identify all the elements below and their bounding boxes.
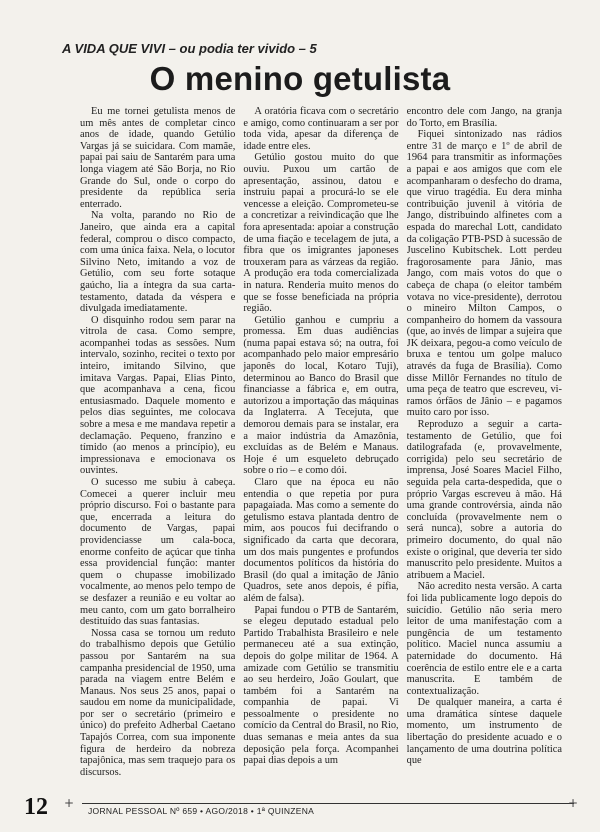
paragraph: Getúlio gostou muito do que ouviu. Puxou um cartão de apresentação, assinou, datou e instruiu papai a procurá-lo se ele vencesse a eleição. Comprometeu-se a concretizar a reivindicação que lhe fora apresentada: apoiar a construção de uma fiação e tecelagem de juta, a fibra que os imigrantes japoneses trouxeram para as várzeas da região. A produção era toda comercializada in natura. Renderia muito menos do que se fosse beneficiada na própria região. <box>243 152 399 315</box>
paragraph: Na volta, parando no Rio de Janeiro, que ainda era a capital federal, comprou o disco compacto, com uma única faixa. Nela, o locutor Silvino Neto, imitando a voz de Getúlio, com seu forte sotaque gaúcho, lia a íntegra da sua carta-testamento, datada da véspera e divulgada imediatamente. <box>80 210 236 315</box>
paragraph: Papai fundou o PTB de Santarém, se elegeu deputado estadual pelo Partido Trabalhista Brasileiro e nele permaneceu até a sua extinção, depois do golpe militar de 1964. A amizade com Getúlio se transmitiu ao seu herdeiro, João Goulart, que também foi a Santarém na companhia de papai. Vi pessoalmente o presidente no comício da Central do Brasil, no Rio, duas semanas e meia antes da sua deposição pela força. Acompanhei papai dias depois a um <box>243 604 399 767</box>
page-number: 12 <box>24 794 48 820</box>
article-title: O menino getulista <box>149 60 451 97</box>
crop-mark-icon: + <box>64 796 75 810</box>
paragraph: Eu me tornei getulista menos de um mês antes de completar cinco anos de idade, quando Getúlio Vargas já se suicidara. Com mamãe, papai pai saiu de Santarém para uma longa viagem até São Borja, no Rio Grande do Sul, onde o corpo do presidente da república seria enterrado. <box>80 106 236 210</box>
footer-rule <box>82 803 574 804</box>
paragraph: Não acredito nesta versão. A carta foi lida publicamente logo depois do suicídio. Getúlio não seria mero leitor de uma manifestação com a pungência de um testamento político. Maciel nunca assumiu a paternidade do documento. Há coerência de estilo entre ele e a carta manuscrita. E também de contextualização. <box>406 581 562 697</box>
paragraph: Fiquei sintonizado nas rádios entre 31 de março e 1º de abril de 1964 para transmitir as informações a papai e aos amigos que com ele acompanharam o desfecho do drama, que viruo tragédia. Eu dera minha contribuição juvenil à vitória de Jango, distribuindo alfinetes com a espada do marechal Lott, candidato da coligação PTB-PSD à sucessão de Juscelino Kubitschek. Lott perdeu fragorosamente para Jânio, mas Jango, com mais votos do que o cabeça de chapa (o eleitor também votava no vice-presidente), derrotou o mineiro Milton Campos, o companheiro do homem da vassoura (que, ao invés de limpar a sujeira que JK deixara, pegou-a como veículo de bruxa e tentou um golpe maluco através da fuga de Brasília). Como disse Millôr Fernandes no título de uma peça de teatro que escreveu, vi-ramos órfãos de Jânio – e pagamos muito caro por isso. <box>406 129 562 419</box>
page-footer <box>24 794 578 820</box>
paragraph: Getúlio ganhou e cumpriu a promessa. Em duas audiências (numa papai estava só; na outra, foi acompanhado pelo maior empresário japonês do local, Kotaro Tuji), determinou ao Banco do Brasil que financiasse a fábrica e, em outra, autorizou a importação das máquinas da Inglaterra. A Tecejuta, que demorou demais para se instalar, era a maior indústria da Amazônia, excluídas as de Belém e Manaus. Hoje é um esqueleto debruçado sobre o rio – e como dói. <box>243 314 399 477</box>
column-1 <box>80 106 235 796</box>
paragraph: O sucesso me subiu à cabeça. Comecei a querer incluir meu próprio discurso. Foi o bastante para que, encerrada a leitura do documento de Vargas, papai providenciasse um cala-boca, enorme confeito de açúcar que tinha essa providencial função: manter quem o chupasse imobilizado vocalmente, ao menos pelo tempo de se desfazer a reunião e eu voltar ao meu canto, com um gato borralheiro destituído das suas fantasias. <box>80 477 236 628</box>
column-2 <box>243 106 398 796</box>
crop-mark-icon: + <box>567 796 578 810</box>
paragraph: Reproduzo a seguir a carta-testamento de Getúlio, que foi datilografada (e, provavelmente, corrigida) pelo seu secretário de imprensa, José Soares Maciel Filho, seguida pela carta-despedida, que o próprio Vargas escreveu à mão. Há uma grande controvérsia, ainda não concluída (provavelmente nem o será nunca), sobre a autoria do primeiro documento, do qual não existe o original, que deveria ter sido manuscrito pelo presidente. Muitos a atribuem a Maciel. <box>406 419 562 581</box>
paragraph: Claro que na época eu não entendia o que repetia por pura papagaiada. Mas como a semente do getulismo estava plantada dentro de mim, aos poucos fui decifrando o significado da carta que decorara, um dos mais pungentes e profundos documentos políticos da história do Brasil (do qual a imitação de Jânio Quadros, sete anos depois, é pífia, além de falsa). <box>243 477 399 604</box>
publication-info: JORNAL PESSOAL Nº 659 • AGO/2018 • 1ª QUINZENA <box>88 806 315 816</box>
series-heading: A VIDA QUE VIVI – ou podia ter vivido – 5 <box>62 41 317 56</box>
paragraph: A oratória ficava com o secretário e amigo, como continuaram a ser por toda vida, apesar da diferença de idade entre eles. <box>243 106 399 152</box>
article-body <box>80 106 562 796</box>
paragraph: O disquinho rodou sem parar na vitrola de casa. Como sempre, acompanhei todas as sessões. Num intervalo, sozinho, recitei o texto por inteiro, imitando Silvino, que imitava Vargas. Papai, Elias Pinto, que acompanhava a cena, ficou entusiasmado. Daquele momento e pelos dias seguintes, me colocava sobre a mesa e me mandava repetir a declamação. Pequeno, franzino e tímido (ao menos a princípio), eu impressionava e emocionava os ouvintes. <box>80 314 236 477</box>
column-3 <box>407 106 562 796</box>
paragraph: De qualquer maneira, a carta é uma dramática síntese daquele momento, um instrumento de libertação do presidente acuado e o lançamento de uma doutrina política que <box>406 697 562 767</box>
paragraph: encontro dele com Jango, na granja do Torto, em Brasília. <box>406 106 562 129</box>
paragraph: Nossa casa se tornou um reduto do trabalhismo depois que Getúlio passou por Santarém na sua campanha presidencial de 1950, uma parada na viagem entre Belém e Manaus. Nos seus 25 anos, papai o saudou em nome da municipalidade, por ser o secretário (primeiro e único) do prefeito Adherbal Caetano Tapajós Correa, com sua imponente figura de herdeiro da nobreza tapajônica, mas sem traquejo para os discursos. <box>80 627 236 778</box>
